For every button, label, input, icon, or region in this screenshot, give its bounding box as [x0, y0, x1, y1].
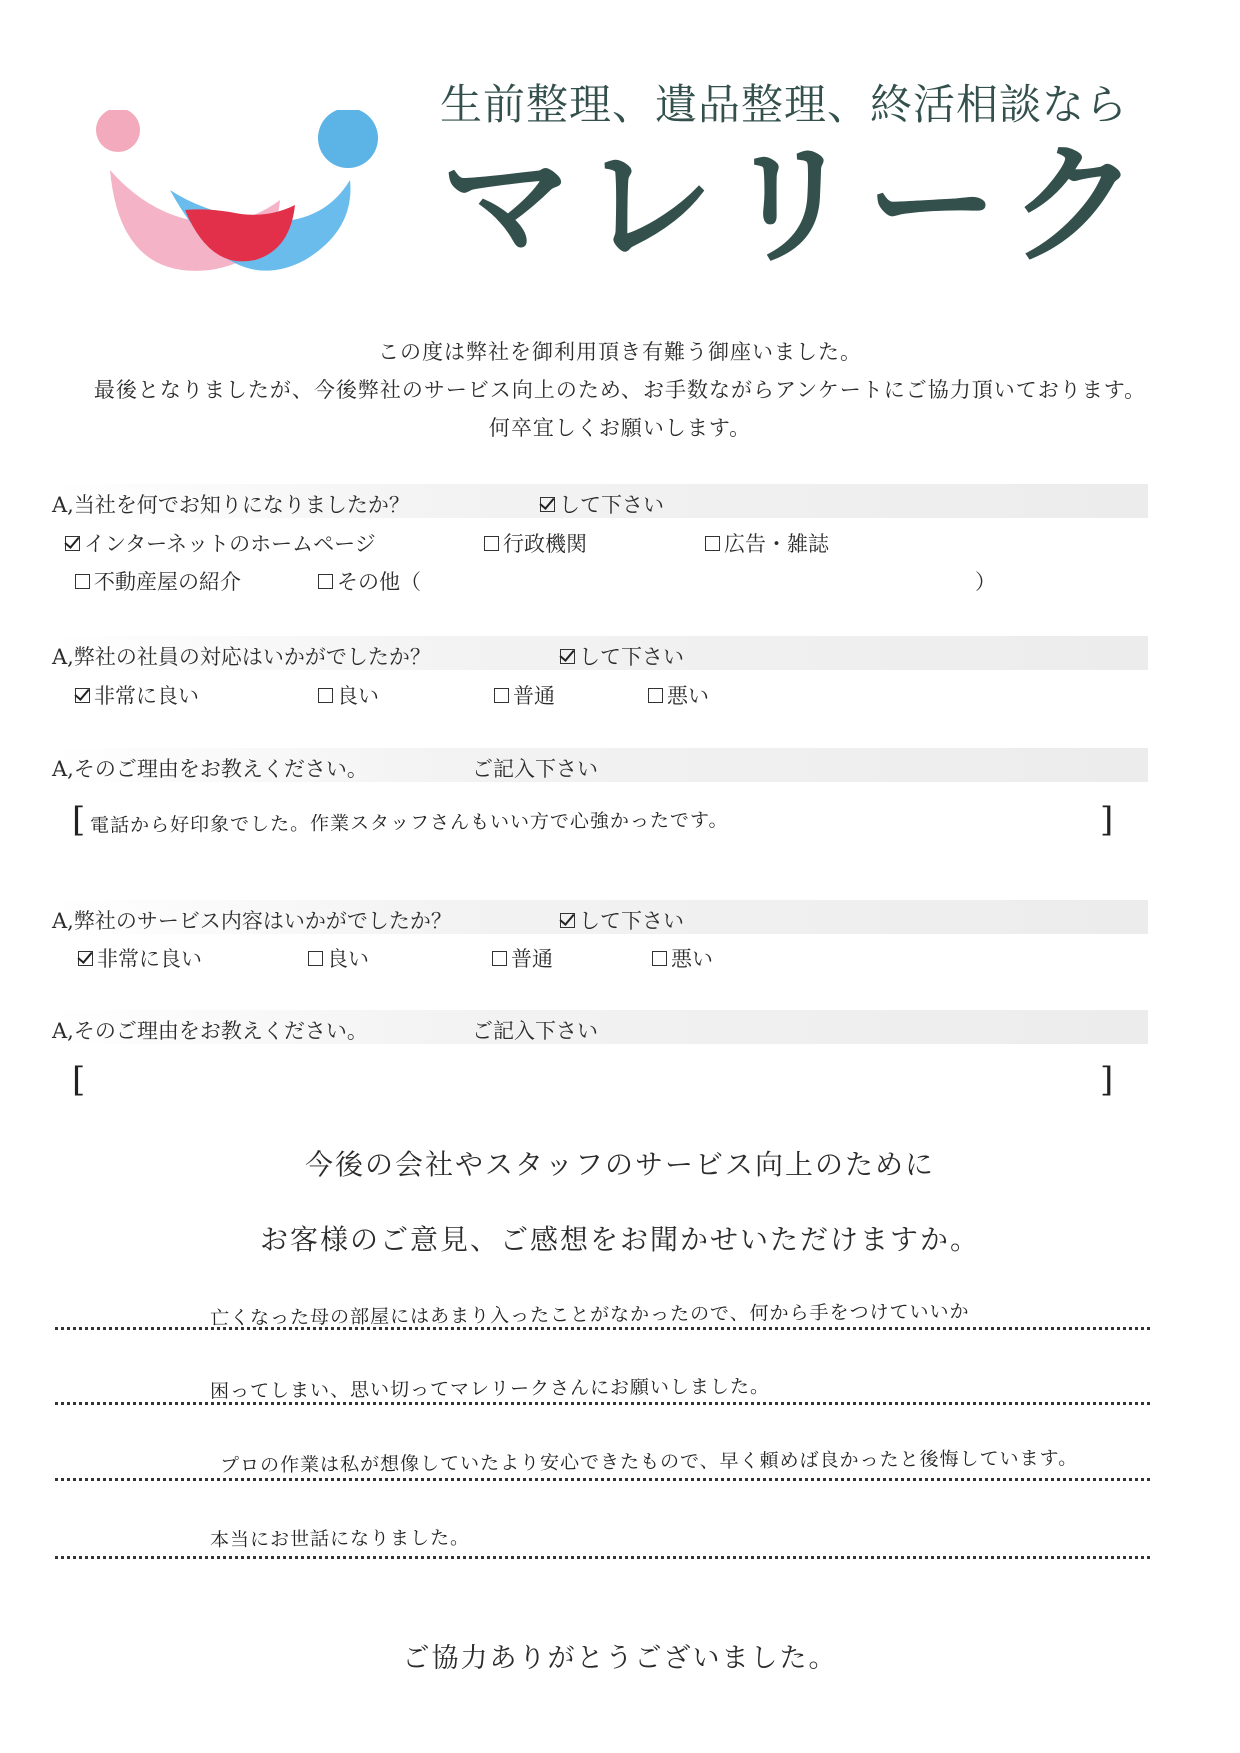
q3-text: A,そのご理由をお教えください。 [52, 757, 368, 781]
q1-option-other[interactable]: その他（ [318, 566, 421, 596]
checkbox[interactable] [308, 951, 323, 966]
dotted-line [55, 1556, 1150, 1559]
checkbox[interactable] [318, 688, 333, 703]
q4-option-bad[interactable]: 悪い [652, 943, 713, 973]
checkbox[interactable] [705, 536, 720, 551]
q4-hint: して下さい [560, 905, 684, 935]
dotted-line [55, 1478, 1150, 1481]
q1-option-realestate[interactable]: 不動産屋の紹介 [75, 566, 241, 596]
dotted-line [55, 1402, 1150, 1405]
feedback-line-3[interactable]: プロの作業は私が想像していたより安心できたもので、早く頼めば良かったと後悔しています。 [219, 1447, 1079, 1477]
checkbox[interactable] [648, 688, 663, 703]
q1-other-close: ） [975, 570, 996, 594]
intro-line-1: この度は弊社を御利用頂き有難う御座いました。 [378, 340, 862, 364]
q3-answer-handwriting[interactable]: 電話から好印象でした。作業スタッフさんもいい方で心強かったです。 [89, 809, 729, 837]
q1-option-internet[interactable]: インターネットのホームページ [65, 528, 376, 558]
checkbox-icon [560, 649, 575, 664]
checkbox-checked[interactable] [78, 951, 93, 966]
checkbox[interactable] [318, 574, 333, 589]
q4-option-normal[interactable]: 普通 [492, 943, 553, 973]
feedback-line-4[interactable]: 本当にお世話になりました。 [209, 1526, 471, 1552]
q5-hint: ご記入下さい [472, 1019, 598, 1043]
answer-close-bracket: ] [1100, 800, 1114, 840]
feedback-line-2[interactable]: 困ってしまい、思い切ってマレリークさんにお願いしました。 [209, 1375, 771, 1403]
q4-option-good[interactable]: 良い [308, 943, 369, 973]
q2-option-good[interactable]: 良い [318, 680, 379, 710]
checkbox-icon [560, 913, 575, 928]
intro-line-2: 最後となりましたが、今後弊社のサービス向上のため、お手数ながらアンケートにご協力頂いております。 [93, 378, 1147, 402]
q2-option-bad[interactable]: 悪い [648, 680, 709, 710]
q2-hint: して下さい [560, 641, 684, 671]
answer-open-bracket: [ [72, 800, 86, 840]
q3-hint: ご記入下さい [472, 757, 598, 781]
checkbox-checked[interactable] [65, 536, 80, 551]
checkbox-icon [540, 497, 555, 512]
q5-text: A,そのご理由をお教えください。 [52, 1019, 368, 1043]
q4-text: A,弊社のサービス内容はいかがでしたか？ [52, 909, 452, 933]
q4-option-very-good[interactable]: 非常に良い [78, 943, 202, 973]
intro-line-3: 何卒宜しくお願いします。 [488, 416, 752, 440]
answer-open-bracket: [ [72, 1060, 86, 1100]
q1-hint: して下さい [540, 489, 664, 519]
feedback-question-line-2: お客様のご意見、ご感想をお聞かせいただけますか。 [259, 1223, 980, 1256]
marereek-logo [90, 110, 400, 300]
q1-text: A,当社を何でお知りになりましたか？ [52, 493, 410, 517]
brand-name: マレリーク [440, 129, 1150, 283]
q1-option-government[interactable]: 行政機関 [484, 528, 587, 558]
q2-option-very-good[interactable]: 非常に良い [75, 680, 199, 710]
checkbox[interactable] [484, 536, 499, 551]
q1-option-ads[interactable]: 広告・雑誌 [705, 528, 829, 558]
dotted-line [55, 1327, 1150, 1330]
feedback-line-1[interactable]: 亡くなった母の部屋にはあまり入ったことがなかったので、何から手をつけていいか [209, 1300, 970, 1330]
checkbox[interactable] [494, 688, 509, 703]
closing-message: ご協力ありがとうございました。 [402, 1643, 838, 1674]
checkbox[interactable] [492, 951, 507, 966]
checkbox-checked[interactable] [75, 688, 90, 703]
feedback-question-line-1: 今後の会社やスタッフのサービス向上のために [304, 1148, 935, 1181]
checkbox[interactable] [75, 574, 90, 589]
logo-pink-dot [96, 110, 140, 152]
checkbox[interactable] [652, 951, 667, 966]
logo-blue-dot [318, 110, 378, 168]
header-tagline: 生前整理、遺品整理、終活相談なら [440, 80, 1129, 129]
q2-text: A,弊社の社員の対応はいかがでしたか？ [52, 645, 431, 669]
q2-option-normal[interactable]: 普通 [494, 680, 555, 710]
answer-close-bracket: ] [1100, 1060, 1114, 1100]
